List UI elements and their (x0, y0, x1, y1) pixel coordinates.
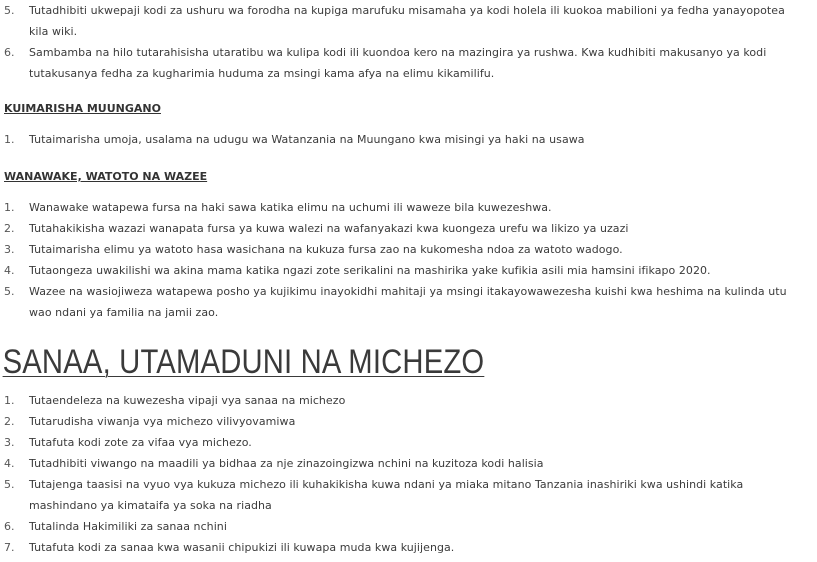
list-item (0, 453, 817, 474)
list-item-text: Wanawake watapewa fursa na haki sawa katika elimu na uchumi ili waweze bila kuwezeshwa. (29, 201, 552, 214)
list-item-number: 4. (4, 264, 15, 277)
list-item-text: Tutajenga taasisi na vyuo vya kukuza michezo ili kuhakikisha kuwa ndani ya miaka mitano Tanzania inashiriki kwa ushindi katika mashindano ya kimataifa ya soka na riadha (29, 478, 744, 512)
section-heading-muungano: KUIMARISHA MUUNGANO (4, 102, 161, 115)
list-item-text: Tutadhibiti ukwepaji kodi za ushuru wa forodha na kupiga marufuku misamaha ya kodi holela ili kuokoa mabilioni ya fedha yanayopotea kila wiki. (29, 4, 785, 38)
list-item-text: Tutaendeleza na kuwezesha vipaji vya sanaa na michezo (29, 394, 346, 407)
section-heading-sanaa: SANAA, UTAMADUNI NA MICHEZO (2, 343, 485, 381)
list-item-text: Tutahakikisha wazazi wanapata fursa ya kuwa walezi na wafanyakazi kwa kuongeza urefu wa likizo ya uzazi (29, 222, 629, 235)
list-item-number: 5. (4, 4, 15, 17)
list-item-text: Tutafuta kodi za sanaa kwa wasanii chipukizi ili kuwapa muda kwa kujijenga. (29, 541, 455, 554)
list-item (0, 537, 817, 558)
list-item (0, 129, 817, 150)
list-item (0, 197, 817, 218)
list-item (0, 474, 817, 516)
list-item-number: 3. (4, 243, 15, 256)
list-item-number: 2. (4, 415, 15, 428)
list-item-number: 1. (4, 133, 15, 146)
list-item (0, 411, 817, 432)
list-item (0, 432, 817, 453)
list-item-text: Tutalinda Hakimiliki za sanaa nchini (29, 520, 227, 533)
list-item-text: Tutaongeza uwakilishi wa akina mama katika ngazi zote serikalini na mashirika yake kufikia asili mia hamsini ifikapo 2020. (29, 264, 711, 277)
list-item-number: 1. (4, 201, 15, 214)
list-item-number: 1. (4, 394, 15, 407)
section-heading-wanawake: WANAWAKE, WATOTO NA WAZEE (4, 170, 208, 183)
list-item (0, 260, 817, 281)
list-item-text: Tutadhibiti viwango na maadili ya bidhaa za nje zinazoingizwa nchini na kuzitoza kodi halisia (29, 457, 544, 470)
list-item-number: 2. (4, 222, 15, 235)
list-item (0, 281, 817, 323)
list-item-text: Wazee na wasiojiweza watapewa posho ya kujikimu inayokidhi mahitaji ya msingi itakayowawezesha kuishi kwa heshima na kulinda utu wao ndani ya familia na jamii zao. (29, 285, 787, 319)
muungano-list (0, 129, 817, 150)
list-item-text: Tutafuta kodi zote za vifaa vya michezo. (29, 436, 252, 449)
list-item-number: 6. (4, 46, 15, 59)
list-item-number: 3. (4, 436, 15, 449)
list-item-number: 4. (4, 457, 15, 470)
list-item (0, 0, 817, 42)
list-item-number: 7. (4, 541, 15, 554)
sanaa-list (0, 390, 817, 558)
tax-policy-list (0, 0, 817, 84)
list-item (0, 218, 817, 239)
list-item (0, 390, 817, 411)
list-item-text: Tutaimarisha umoja, usalama na udugu wa Watanzania na Muungano kwa misingi ya haki na usawa (29, 133, 585, 146)
list-item (0, 42, 817, 84)
wanawake-list (0, 197, 817, 323)
list-item-text: Sambamba na hilo tutarahisisha utaratibu wa kulipa kodi ili kuondoa kero na mazingira ya rushwa. Kwa kudhibiti makusanyo ya kodi tutakusanya fedha za kugharimia huduma za msingi kama afya na elimu kikamilifu. (29, 46, 767, 80)
list-item-text: Tutaimarisha elimu ya watoto hasa wasichana na kukuza fursa zao na kukomesha ndoa za watoto wadogo. (29, 243, 623, 256)
list-item-number: 5. (4, 285, 15, 298)
list-item (0, 516, 817, 537)
list-item-number: 6. (4, 520, 15, 533)
list-item-text: Tutarudisha viwanja vya michezo vilivyovamiwa (29, 415, 296, 428)
list-item-number: 5. (4, 478, 15, 491)
list-item (0, 239, 817, 260)
